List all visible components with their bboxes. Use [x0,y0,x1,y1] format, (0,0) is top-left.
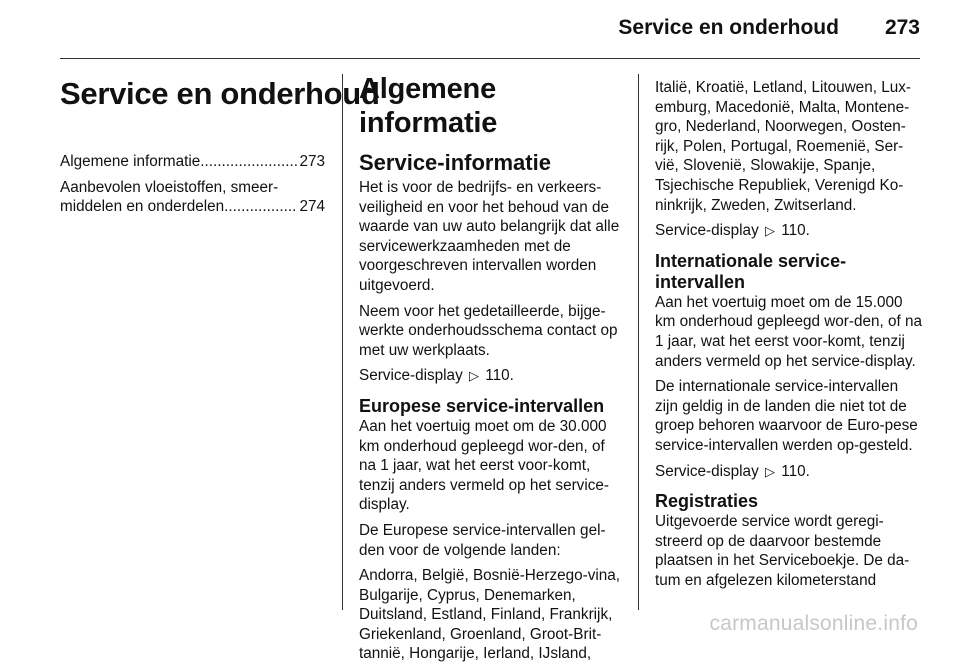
subsection-heading: Europese service-intervallen [359,395,605,416]
toc-entry-label: Algemene informatie [60,153,201,170]
running-section-title: Service en onderhoud [618,16,839,39]
chapter-title: Service en onderhoud [60,76,380,111]
toc-leader [224,197,297,217]
reference-label: Service-display [655,462,759,480]
section-heading: Algemene informatie [359,73,498,139]
cross-reference[interactable] [359,366,624,386]
header-rule [60,58,920,59]
body-paragraph: Aan het voertuig moet om de 30.000 km onderhoud gepleegd wor-den, of na 1 jaar, wat het eerst voor-komt, tenzij anders vermeld op het service-display. [359,417,609,514]
body-paragraph: Andorra, België, Bosnië-Herzego-vina, Bulgarije, Cyprus, Denemarken, Duitsland, Estland, Finland, Frankrijk, Griekenland, Groenland, Groot-Brit-tannië, Hongarije, Ierland, IJsland, [359,567,621,663]
middle-column [359,72,624,670]
cross-reference[interactable] [655,462,923,482]
arrow-reference-icon: ▷ [764,463,775,479]
toc-entry-page: 274 [299,198,325,216]
body-paragraph: Italië, Kroatië, Letland, Litouwen, Lux-emburg, Macedonië, Malta, Montene-gro, Nederland, Noorwegen, Oosten-rijk, Polen, Portugal, Roemenië, Ser-vië, Slovenië, Slowakije, Spanje, Tsjechische Republiek, Verenigd Ko-ninkrijk, Zweden, Zwitserland. [655,79,911,214]
column-divider-left [342,74,343,610]
toc-entry-label-cont: middelen en onderdelen [60,198,225,216]
chapter-toc [60,76,380,223]
page-header [60,16,920,50]
subsection-heading [655,251,923,293]
reference-label: Service-display [655,222,759,240]
reference-page: 110. [781,222,810,240]
toc-entry-page: 273 [299,153,325,170]
body-paragraph: Uitgevoerde service wordt geregi-streerd op de daarvoor bestemde plaatsen in het Serviceboekje. De da-tum en afgelezen kilometerstand [655,513,910,589]
reference-page: 110. [781,462,810,480]
toc-entry[interactable] [60,152,325,172]
subsection-heading: Service-informatie [359,150,551,175]
column-divider-right [638,74,639,610]
heading-line: Internationale service- [655,250,847,271]
toc-leader [200,152,297,172]
reference-label: Service-display [359,367,463,385]
reference-page: 110. [485,367,514,385]
body-paragraph: Het is voor de bedrijfs- en verkeers-veiligheid en voor het behoud van de waarde van uw auto belangrijk dat alle servicewerkzaamheden met de voorgeschreven intervallen worden uitgevoerd. [359,179,620,294]
watermark: carmanualsonline.info [709,612,918,635]
right-column [655,78,923,596]
page-number: 273 [884,16,920,39]
toc-entry[interactable] [60,178,325,217]
toc-entry-label: Aanbevolen vloeistoffen, smeer- [60,178,279,196]
body-paragraph: Aan het voertuig moet om de 15.000 km onderhoud gepleegd wor-den, of na 1 jaar, wat het eerst voor-komt, tenzij anders vermeld op het service-display. [655,293,923,370]
arrow-reference-icon: ▷ [764,223,775,239]
cross-reference[interactable] [655,221,923,241]
arrow-reference-icon: ▷ [468,368,479,384]
body-paragraph: De internationale service-intervallen zijn geldig in de landen die niet tot de groep behoren waarvoor de Euro-pese service-intervallen werden op-gesteld. [655,378,918,454]
subsection-heading: Registraties [655,491,759,512]
heading-line: intervallen [655,271,746,292]
body-paragraph: De Europese service-intervallen gel-den voor de volgende landen: [359,521,606,559]
body-paragraph: Neem voor het gedetailleerde, bijge-werkte onderhoudsschema contact op met uw werkplaats. [359,302,618,359]
